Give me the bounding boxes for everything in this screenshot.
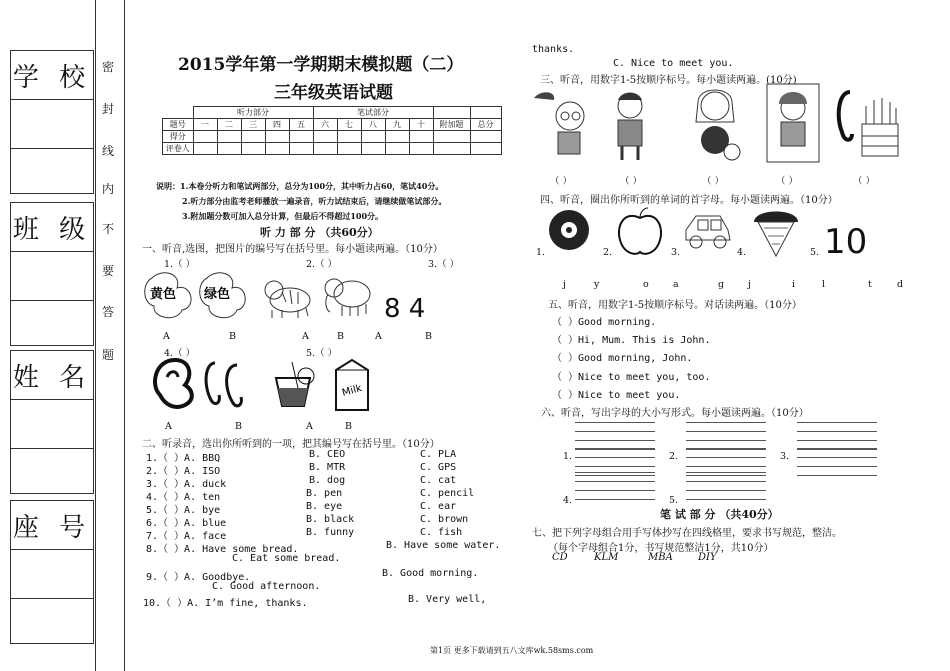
q2-row-a: 5.（ ）A. bye xyxy=(146,505,221,516)
seal-line-column xyxy=(96,0,125,671)
q6-num: 5. xyxy=(669,495,679,506)
q6-heading: 六、听音，写出字母的大小写形式。每小题读两遍。（10分） xyxy=(541,408,809,419)
q4-num: 2. xyxy=(603,247,613,258)
yoyo-icon xyxy=(546,204,592,256)
q2-row-c: C. brown xyxy=(420,514,469,525)
q1-item-2: 2.（ ） xyxy=(306,259,338,270)
q2-row-b: B. funny xyxy=(306,527,355,538)
option-b: B xyxy=(337,331,344,342)
seal-char: 题 xyxy=(102,348,115,362)
q5-heading: 五、听音，用数字1-5按顺序标号。对话读两遍。（10分） xyxy=(548,300,802,311)
col-header: 四 xyxy=(265,119,289,131)
col-header: 七 xyxy=(337,119,361,131)
grader-cell[interactable] xyxy=(217,143,241,155)
boy-picture xyxy=(604,88,656,162)
option-a: A xyxy=(306,421,313,432)
q7-subheading: （每个字母组合1分，书写规范整洁1分，共10分） xyxy=(548,543,774,554)
juice-icon xyxy=(268,358,323,413)
q3-blank[interactable]: （ ） xyxy=(853,176,876,187)
score-cell[interactable] xyxy=(470,131,501,143)
q5-row[interactable]: （ ）Nice to meet you, too. xyxy=(552,372,711,383)
q3-blank[interactable]: （ ） xyxy=(702,176,725,187)
q2-row-c: C. pencil xyxy=(420,488,475,499)
option-b: B xyxy=(345,421,352,432)
q2-row9-c: C. Good afternoon. xyxy=(212,581,321,592)
q4-letter[interactable]: y xyxy=(594,279,600,290)
q2-row-a: 4.（ ）A. ten xyxy=(146,492,221,503)
seal-char: 封 xyxy=(102,102,115,116)
option-b: B xyxy=(425,331,432,342)
seat-blank[interactable] xyxy=(11,550,93,598)
girl-panda-picture xyxy=(688,82,743,164)
grader-cell[interactable] xyxy=(385,143,409,155)
q2-row-b: B. dog xyxy=(309,475,346,486)
score-cell[interactable] xyxy=(361,131,385,143)
q1-item-5: 5.（ ） xyxy=(306,348,338,359)
q2-row10-a: 10.（ ）A. I’m fine, thanks. xyxy=(143,598,308,609)
score-cell[interactable] xyxy=(337,131,361,143)
col-header: 总分 xyxy=(470,119,501,131)
q4-letter[interactable]: j xyxy=(748,279,751,290)
q6-num: 1. xyxy=(563,451,573,462)
q2-row-b: B. black xyxy=(306,514,355,525)
q2-row-a: 6.（ ）A. blue xyxy=(146,518,227,529)
q6-num: 2. xyxy=(669,451,679,462)
q1-item-4: 4.（ ） xyxy=(164,348,196,359)
q4-letter[interactable]: d xyxy=(897,279,904,290)
seal-char: 线 xyxy=(102,144,115,158)
milk-icon xyxy=(330,356,375,414)
q2-row9-a: 9.（ ）A. Goodbye. xyxy=(146,572,251,583)
q4-num: 1. xyxy=(536,247,546,258)
grader-cell[interactable] xyxy=(289,143,313,155)
grader-cell[interactable] xyxy=(361,143,385,155)
word-green: 绿色 xyxy=(204,287,231,302)
birthday-cake-icon xyxy=(856,86,904,162)
q2-row9-b: B. Good morning. xyxy=(382,568,479,579)
q7-letters: MBA xyxy=(648,552,673,563)
grader-cell[interactable] xyxy=(265,143,289,155)
q5-row[interactable]: （ ）Good morning. xyxy=(552,317,657,328)
boy-glasses-picture xyxy=(530,88,590,162)
option-a: A xyxy=(163,331,170,342)
seal-char: 要 xyxy=(102,264,115,278)
page-footer: 第1页 更多下载请到五八文库wk.58sms.com xyxy=(430,646,594,655)
q5-row[interactable]: （ ）Nice to meet you. xyxy=(552,390,681,401)
apple-icon xyxy=(614,206,666,258)
q2-row10-continued: thanks. xyxy=(532,44,575,55)
seat-field xyxy=(10,500,94,644)
q2-row-a: 3.（ ）A. duck xyxy=(146,479,227,490)
seal-char: 答 xyxy=(102,305,115,319)
q2-row-a: 1.（ ）A. BBQ xyxy=(146,453,221,464)
score-cell[interactable] xyxy=(265,131,289,143)
option-a: A xyxy=(165,421,172,432)
name-blank[interactable] xyxy=(11,400,93,448)
q2-row-c: C. GPS xyxy=(420,462,457,473)
col-header: 一 xyxy=(193,119,217,131)
listening-section-title: 听 力 部 分 （共60分） xyxy=(260,226,379,239)
class-field xyxy=(10,202,94,346)
q4-num: 4. xyxy=(737,247,747,258)
q6-num: 4. xyxy=(563,495,573,506)
q2-row8-b: B. Have some water. xyxy=(386,540,501,551)
name-blank-2[interactable] xyxy=(11,448,93,493)
q7-letters: DIY xyxy=(698,552,717,563)
q2-row-c: C. fish xyxy=(420,527,463,538)
score-cell[interactable] xyxy=(289,131,313,143)
col-header: 十 xyxy=(409,119,433,131)
name-label: 姓 名 xyxy=(11,351,93,400)
elephant-icon xyxy=(320,272,375,320)
score-cell[interactable] xyxy=(241,131,265,143)
school-blank-2[interactable] xyxy=(11,148,93,193)
q3-heading: 三、听音，用数字1-5按顺序标号。每小题读两遍。(10分) xyxy=(540,75,797,86)
written-section-title: 笔 试 部 分 （共40分） xyxy=(660,508,779,521)
note-1: 说明：1.本卷分听力和笔试两部分，总分为100分，其中听力占60，笔试40分。 xyxy=(156,181,444,191)
grader-cell[interactable] xyxy=(409,143,433,155)
option-a: A xyxy=(302,331,309,342)
school-field xyxy=(10,50,94,194)
q7-heading: 七、把下列字母组合用手写体抄写在四线格里，要求书写规范，整洁。 xyxy=(532,528,842,539)
class-label: 班 级 xyxy=(11,203,93,252)
color-words-picture xyxy=(142,268,252,323)
word-yellow: 黄色 xyxy=(150,287,177,302)
binding-margin xyxy=(0,0,96,671)
seal-char: 内 xyxy=(102,182,115,196)
col-header: 八 xyxy=(361,119,385,131)
score-cell[interactable] xyxy=(217,131,241,143)
q2-row8-c: C. Eat some bread. xyxy=(232,553,341,564)
q1-item-3: 3.（ ） xyxy=(428,259,460,270)
q5-row[interactable]: （ ）Hi, Mum. This is John. xyxy=(552,335,711,346)
q4-big-number: 10 xyxy=(824,222,868,262)
school-blank[interactable] xyxy=(11,100,93,148)
exam-subtitle: 三年级英语试题 xyxy=(274,83,393,103)
q5-row[interactable]: （ ）Good morning, John. xyxy=(552,353,693,364)
score-cell[interactable] xyxy=(313,131,337,143)
seal-char: 密 xyxy=(102,60,115,74)
row-label-grader: 评卷人 xyxy=(163,143,194,155)
score-cell[interactable] xyxy=(409,131,433,143)
grader-cell[interactable] xyxy=(433,143,470,155)
score-cell[interactable] xyxy=(193,131,217,143)
grader-cell[interactable] xyxy=(470,143,501,155)
grader-cell[interactable] xyxy=(313,143,337,155)
ears-picture xyxy=(145,355,265,415)
q4-letter[interactable]: t xyxy=(868,279,872,290)
col-header: 附加题 xyxy=(433,119,470,131)
four-line-grid[interactable] xyxy=(797,448,877,486)
row-label-question: 题号 xyxy=(163,119,194,131)
car-icon xyxy=(682,204,734,256)
seat-blank-2[interactable] xyxy=(11,598,93,643)
grader-cell[interactable] xyxy=(337,143,361,155)
score-cell[interactable] xyxy=(433,131,470,143)
q7-letters: KLM xyxy=(594,552,619,563)
q2-row-c: C. PLA xyxy=(420,449,457,460)
q4-letter[interactable]: o xyxy=(643,279,649,290)
q2-row-b: B. eye xyxy=(306,501,343,512)
q4-letter[interactable]: l xyxy=(822,279,826,290)
grader-cell[interactable] xyxy=(193,143,217,155)
col-header: 六 xyxy=(313,119,337,131)
q2-row-c: C. cat xyxy=(420,475,457,486)
ear-icon xyxy=(836,88,856,148)
col-header: 三 xyxy=(241,119,265,131)
school-label: 学 校 xyxy=(11,51,93,100)
option-b: B xyxy=(235,421,242,432)
score-cell[interactable] xyxy=(385,131,409,143)
col-header: 五 xyxy=(289,119,313,131)
note-2: 2.听力部分由监考老师播放一遍录音，听力试结束后，请继续做笔试部分。 xyxy=(182,196,447,206)
q2-row10-c: C. Nice to meet you. xyxy=(613,58,734,69)
seat-label: 座 号 xyxy=(11,501,93,550)
grader-cell[interactable] xyxy=(241,143,265,155)
q4-heading: 四、听音，圈出你所听到的单词的首字母。每小题读两遍。（10分） xyxy=(540,195,838,206)
seal-char: 不 xyxy=(102,222,115,236)
q4-letter[interactable]: g xyxy=(718,279,725,290)
row-label-score: 得分 xyxy=(163,131,194,143)
name-field xyxy=(10,350,94,494)
written-group-header: 笔试部分 xyxy=(313,107,433,119)
q4-num: 3. xyxy=(671,247,681,258)
q1-item-1: 1.（ ） xyxy=(164,259,196,270)
q4-letter[interactable]: j xyxy=(563,279,566,290)
four-line-grid[interactable] xyxy=(575,472,655,510)
option-b: B xyxy=(229,331,236,342)
q2-row-b: B. MTR xyxy=(309,462,346,473)
score-table xyxy=(162,106,502,155)
note-3: 3.附加题分数可加入总分计算，但最后不得超过100分。 xyxy=(182,211,384,221)
q3-blank[interactable]: （ ） xyxy=(550,176,573,187)
q2-row-b: B. pen xyxy=(306,488,343,499)
q4-letter[interactable]: i xyxy=(792,279,796,290)
class-blank[interactable] xyxy=(11,252,93,300)
q2-row-b: B. CEO xyxy=(309,449,346,460)
q2-row-a: 2.（ ）A. ISO xyxy=(146,466,221,477)
q2-row-a: 7.（ ）A. face xyxy=(146,531,227,542)
four-line-grid[interactable] xyxy=(686,472,766,510)
q2-row10-b: B. Very well, xyxy=(408,594,487,605)
q4-letter[interactable]: a xyxy=(673,279,679,290)
exam-title: 2015学年第一学期期末模拟题（二） xyxy=(178,55,464,75)
q6-num: 3. xyxy=(780,451,790,462)
girl-window-picture xyxy=(765,82,821,164)
tiger-icon xyxy=(262,270,317,320)
col-header: 九 xyxy=(385,119,409,131)
q3-blank[interactable]: （ ） xyxy=(776,176,799,187)
q4-num: 5. xyxy=(810,247,820,258)
class-blank-2[interactable] xyxy=(11,300,93,345)
ice-cream-icon xyxy=(750,204,802,258)
q3-blank[interactable]: （ ） xyxy=(620,176,643,187)
q1-big-digits: 8 4 xyxy=(384,294,426,324)
q7-letters: CD xyxy=(552,552,568,563)
q1-heading: 一、听音,选图，把图片的编号写在括号里。每小题读两遍。（10分） xyxy=(142,244,443,255)
q2-row8-a: 8.（ ）A. Have some bread. xyxy=(146,544,299,555)
q2-heading: 二、听录音，选出你所听到的一项，把其编号写在括号里。（10分） xyxy=(142,439,440,450)
col-header: 二 xyxy=(217,119,241,131)
svg-text:Milk: Milk xyxy=(340,383,364,399)
q2-row-c: C. ear xyxy=(420,501,457,512)
option-a: A xyxy=(375,331,382,342)
listening-group-header: 听力部分 xyxy=(193,107,313,119)
